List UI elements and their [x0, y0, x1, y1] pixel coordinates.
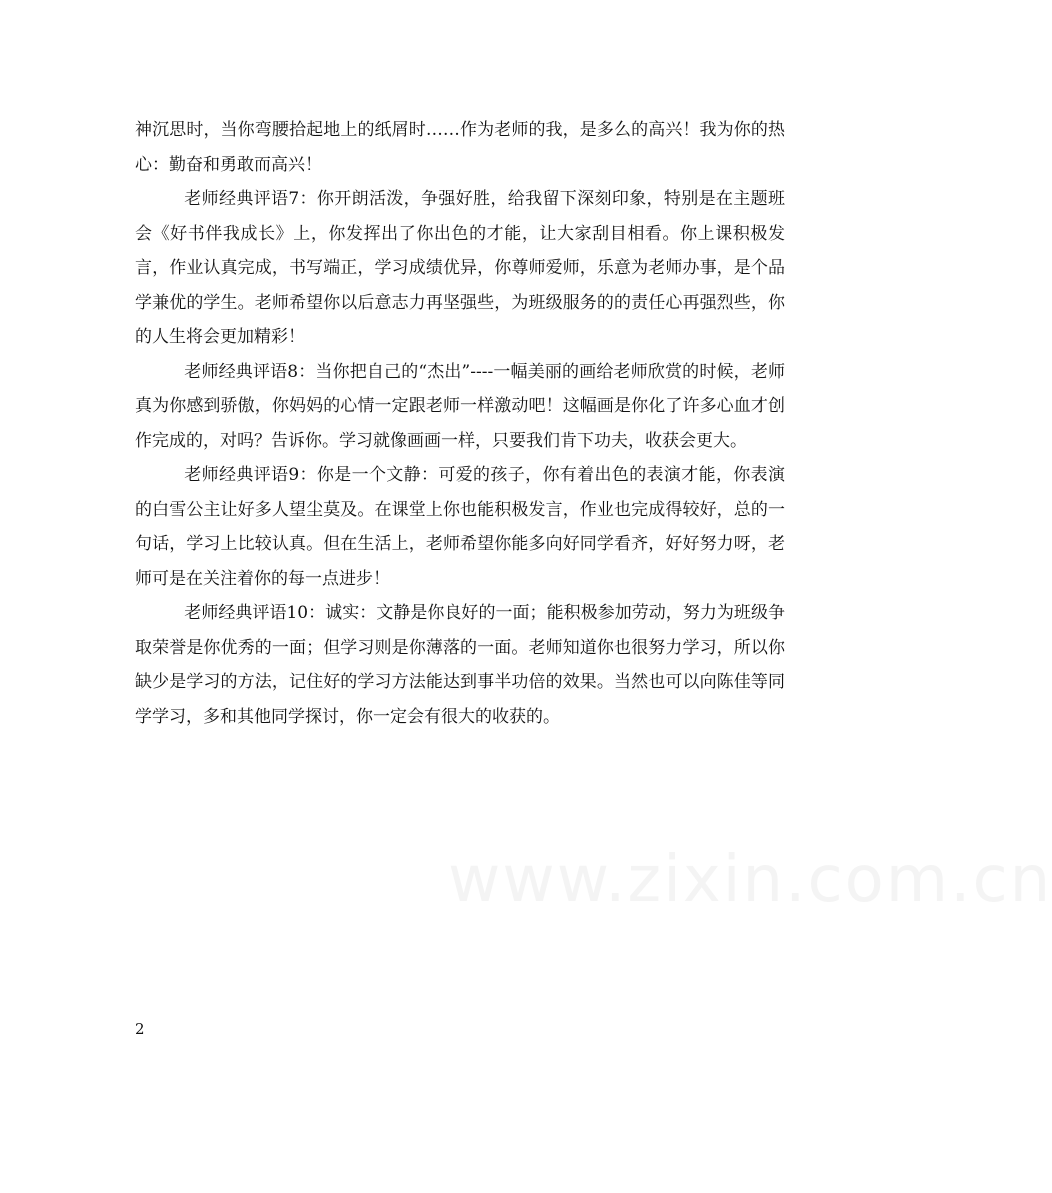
page-number: 2: [135, 1020, 145, 1038]
paragraph-continuation: 神沉思时，当你弯腰拾起地上的纸屑时……作为老师的我，是多么的高兴！我为你的热心：勤奋和勇敢而高兴！: [135, 120, 785, 175]
paragraph-comment-10: 老师经典评语10：诚实：文静是你良好的一面；能积极参加劳动，努力为班级争取荣誉是你优秀的一面；但学习则是你薄落的一面。老师知道你也很努力学习，所以你缺少是学习的方法，记住好的学习方法能达到事半功倍的效果。当然也可以向陈佳等同学学习，多和其他同学探讨，你一定会有很大的收获的。: [135, 603, 785, 727]
watermark: www.zixin.com.cn: [448, 843, 1052, 917]
paragraph-comment-9: 老师经典评语9：你是一个文静：可爱的孩子，你有着出色的表演才能，你表演的白雪公主让好多人望尘莫及。在课堂上你也能积极发言，作业也完成得较好，总的一句话，学习上比较认真。但在生活上，老师希望你能多向好同学看齐，好好努力呀，老师可是在关注着你的每一点进步！: [135, 465, 785, 589]
document-body: [135, 113, 785, 734]
paragraph-comment-7: 老师经典评语7：你开朗活泼，争强好胜，给我留下深刻印象，特别是在主题班会《好书伴我成长》上，你发挥出了你出色的才能，让大家刮目相看。你上课积极发言，作业认真完成，书写端正，学习成绩优异，你尊师爱师，乐意为老师办事，是个品学兼优的学生。老师希望你以后意志力再坚强些，为班级服务的的责任心再强烈些，你的人生将会更加精彩！: [135, 189, 785, 347]
paragraph-comment-8: 老师经典评语8：当你把自己的“杰出”----一幅美丽的画给老师欣赏的时候，老师真为你感到骄傲，你妈妈的心情一定跟老师一样激动吧！这幅画是你化了许多心血才创作完成的，对吗？告诉你。学习就像画画一样，只要我们肯下功夫，收获会更大。: [135, 361, 785, 451]
